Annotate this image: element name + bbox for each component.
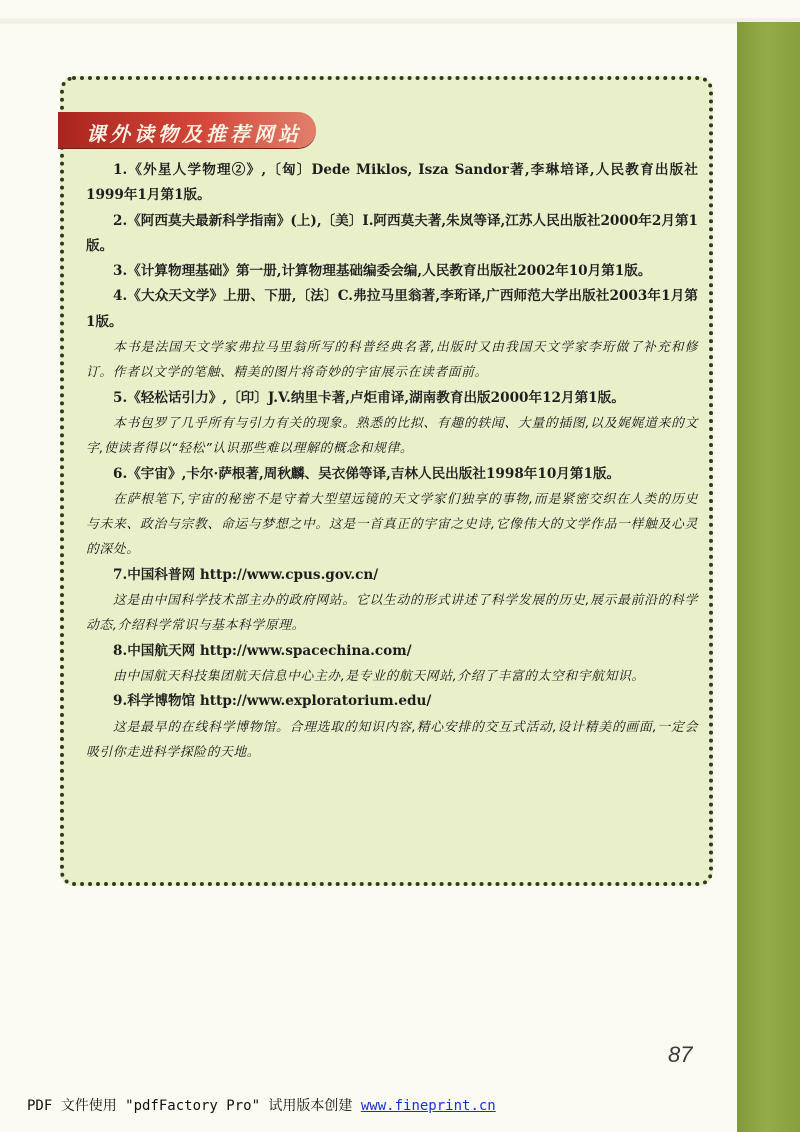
- list-item-3: 3.《计算物理基础》第一册,计算物理基础编委会编,人民教育出版社2002年10月第1版。: [113, 263, 652, 280]
- list-item-5: 5.《轻松话引力》,〔印〕J.V.纳里卡著,卢炬甫译,湖南教育出版2000年12月第1版。: [113, 389, 625, 406]
- reading-list: [86, 158, 698, 765]
- pdf-footer: [27, 1095, 496, 1115]
- list-item-7: 7.中国科普网 http://www.cpus.gov.cn/: [113, 566, 379, 583]
- list-item-2: 2.《阿西莫夫最新科学指南》(上),〔美〕I.阿西莫夫著,朱岚等译,江苏人民出版社2000年2月第1版。: [86, 212, 698, 254]
- list-item-6-description: 在萨根笔下,宇宙的秘密不是守着大型望远镜的天文学家们独享的事物,而是紧密交织在人类的历史与未来、政治与宗教、命运与梦想之中。这是一首真正的宇宙之史诗,它像伟大的文学作品一样触及心灵的深处。: [86, 491, 698, 558]
- list-item-9-description: 这是最早的在线科学博物馆。合理选取的知识内容,精心安排的交互式活动,设计精美的画面,一定会吸引你走进科学探险的天地。: [86, 719, 698, 760]
- list-item-4: 4.《大众天文学》上册、下册,〔法〕C.弗拉马里翁著,李珩译,广西师范大学出版社2003年1月第1版。: [86, 288, 698, 330]
- page-number: 87: [668, 1042, 693, 1067]
- side-color-strip: [737, 22, 800, 1132]
- list-item-8-description: 由中国航天科技集团航天信息中心主办,是专业的航天网站,介绍了丰富的太空和宇航知识。: [113, 668, 645, 684]
- list-item-7-description: 这是由中国科学技术部主办的政府网站。它以生动的形式讲述了科学发展的历史,展示最前沿的科学动态,介绍科学常识与基本科学原理。: [86, 593, 698, 634]
- list-item-5-description: 本书包罗了几乎所有与引力有关的现象。熟悉的比拟、有趣的轶闻、大量的插图,以及娓娓道来的文字,使读者得以“轻松”认识那些难以理解的概念和规律。: [86, 415, 698, 457]
- top-rule: [0, 18, 800, 24]
- section-banner: [58, 112, 316, 148]
- footer-link[interactable]: www.fineprint.cn: [360, 1098, 496, 1114]
- list-item-6: 6.《宇宙》,卡尔·萨根著,周秋麟、吴衣俤等译,吉林人民出版社1998年10月第1版。: [113, 465, 621, 482]
- list-item-1: 1.《外星人学物理②》,〔匈〕Dede Miklos, Isza Sandor著,李琳培译,人民教育出版社1999年1月第1版。: [86, 162, 698, 204]
- footer-text: PDF 文件使用 "pdfFactory Pro" 试用版本创建: [27, 1098, 361, 1114]
- list-item-9: 9.科学博物馆 http://www.exploratorium.edu/: [113, 693, 432, 710]
- list-item-4-description: 本书是法国天文学家弗拉马里翁所写的科普经典名著,出版时又由我国天文学家李珩做了补充和修订。作者以文学的笔触、精美的图片将奇妙的宇宙展示在读者面前。: [86, 340, 698, 381]
- section-title: 课外读物及推荐网站: [86, 122, 302, 146]
- list-item-8: 8.中国航天网 http://www.spacechina.com/: [113, 642, 412, 659]
